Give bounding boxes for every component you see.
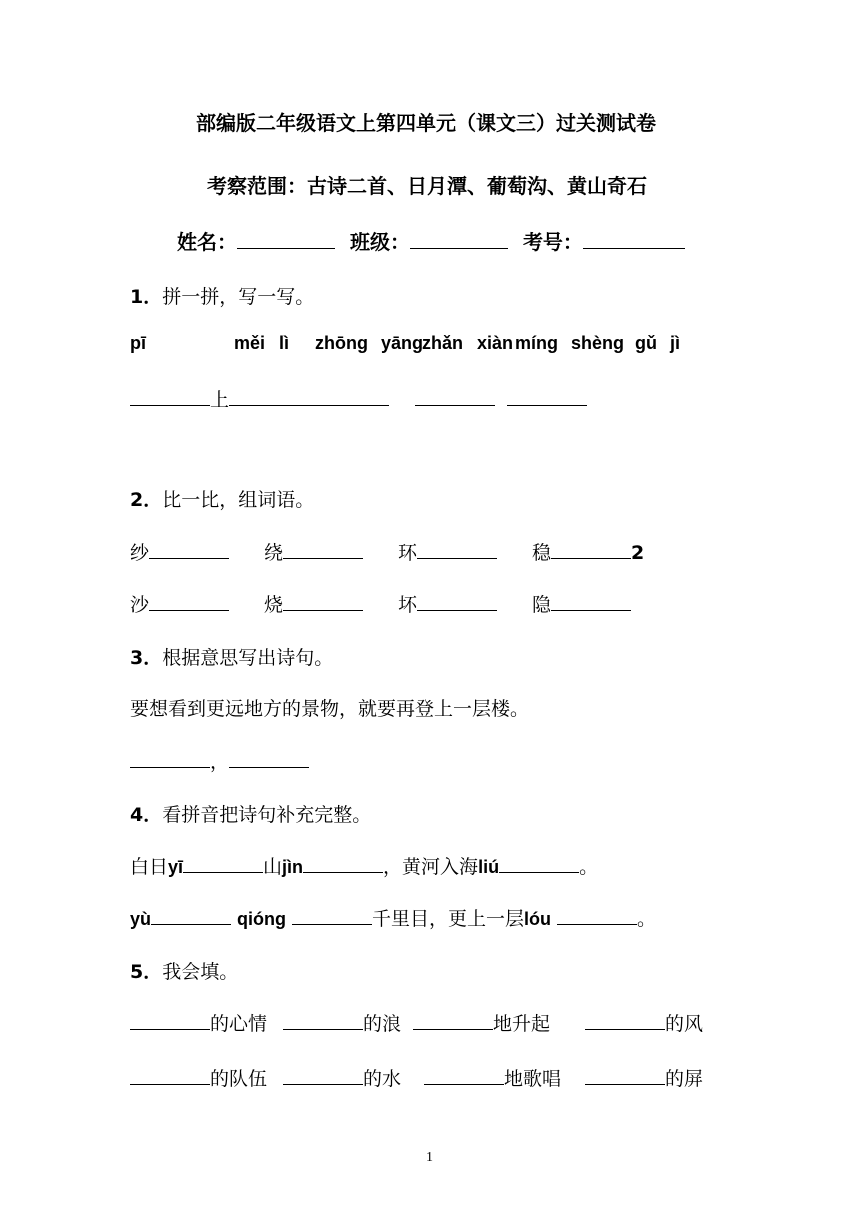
pinyin-ming: míng <box>515 333 558 353</box>
text: 山 <box>263 856 283 878</box>
answer-blank[interactable] <box>309 387 389 406</box>
pinyin-yang: yāng <box>381 333 424 353</box>
char: 沙 <box>130 594 150 616</box>
answer-blank[interactable] <box>130 1066 210 1085</box>
pinyin-li: lì <box>279 333 290 353</box>
text: 千里目，更上一层 <box>372 908 525 930</box>
answer-blank[interactable] <box>283 592 363 611</box>
q1-text: 拼一拼，写一写。 <box>162 286 315 308</box>
q5-fill-item <box>585 1009 703 1036</box>
q5-fill-item <box>413 1009 550 1036</box>
answer-blank[interactable] <box>229 387 309 406</box>
pinyin-gu: gǔ <box>635 333 657 353</box>
q2-heading <box>130 485 314 512</box>
text: 。 <box>579 856 599 878</box>
pinyin-zhan: zhǎn <box>422 333 464 353</box>
q2-word-row2-item <box>398 590 497 617</box>
q1-number: 1． <box>130 286 163 308</box>
q4-line1 <box>130 852 598 879</box>
phrase: 的水 <box>363 1068 402 1090</box>
char: 纱 <box>130 542 150 564</box>
answer-blank[interactable] <box>183 854 263 873</box>
q5-heading <box>130 957 238 984</box>
pinyin: qióng <box>237 909 286 929</box>
q3-heading <box>130 643 333 670</box>
answer-blank[interactable] <box>149 592 229 611</box>
q5-number: 5． <box>130 961 163 983</box>
q5-fill-item <box>585 1064 703 1091</box>
q5-fill-item <box>130 1064 267 1091</box>
q2-word-row1-item <box>398 538 497 565</box>
name-label: 姓名： <box>177 230 237 254</box>
q2-word-row2-item <box>264 590 363 617</box>
phrase: 的浪 <box>363 1013 402 1035</box>
answer-blank[interactable] <box>417 540 497 559</box>
answer-blank[interactable] <box>413 1011 493 1030</box>
q4-heading <box>130 800 371 827</box>
text: ，黄河入海 <box>383 856 479 878</box>
char: 隐 <box>532 594 552 616</box>
pinyin: liú <box>478 857 500 877</box>
q2-word-row2-item <box>130 590 229 617</box>
answer-blank[interactable] <box>499 854 579 873</box>
answer-blank[interactable] <box>424 1066 504 1085</box>
stray-digit: 2 <box>631 542 645 564</box>
pinyin-xian: xiàn <box>477 333 514 353</box>
answer-blank[interactable] <box>507 387 587 406</box>
q5-fill-item <box>130 1009 267 1036</box>
answer-blank[interactable] <box>151 906 231 925</box>
pinyin: jìn <box>282 857 304 877</box>
q1-answer-row <box>130 385 587 412</box>
answer-blank[interactable] <box>130 749 210 768</box>
answer-blank[interactable] <box>585 1011 665 1030</box>
answer-blank[interactable] <box>283 1066 363 1085</box>
text: 白日 <box>130 856 169 878</box>
answer-blank[interactable] <box>417 592 497 611</box>
page-number: 1 <box>426 1150 433 1165</box>
answer-blank[interactable] <box>283 540 363 559</box>
char: 坏 <box>398 594 418 616</box>
pinyin-pi: pī <box>130 333 146 353</box>
q3-answer-row <box>130 747 309 774</box>
q2-word-row1-item <box>532 538 644 565</box>
answer-blank[interactable] <box>130 1011 210 1030</box>
name-field[interactable] <box>237 230 335 249</box>
char: 烧 <box>264 594 284 616</box>
q3-number: 3． <box>130 647 163 669</box>
char-shang: 上 <box>210 389 230 411</box>
answer-blank[interactable] <box>585 1066 665 1085</box>
answer-blank[interactable] <box>551 540 631 559</box>
q4-number: 4． <box>130 804 163 826</box>
answer-blank[interactable] <box>283 1011 363 1030</box>
text: 。 <box>637 908 657 930</box>
phrase: 的队伍 <box>210 1068 268 1090</box>
number-field[interactable] <box>583 230 685 249</box>
q4-text: 看拼音把诗句补充完整。 <box>162 804 372 826</box>
answer-blank[interactable] <box>415 387 495 406</box>
phrase: 地歌唱 <box>504 1068 562 1090</box>
q5-fill-item <box>283 1009 401 1036</box>
q2-word-row1-item <box>130 538 229 565</box>
answer-blank[interactable] <box>303 854 383 873</box>
number-label: 考号： <box>522 230 583 254</box>
answer-blank[interactable] <box>229 749 309 768</box>
pinyin-zhong: zhōng <box>315 333 368 353</box>
class-field[interactable] <box>410 230 508 249</box>
pinyin-mei: měi <box>234 333 266 353</box>
q5-fill-item <box>283 1064 401 1091</box>
class-label: 班级： <box>349 230 410 254</box>
answer-blank[interactable] <box>292 906 372 925</box>
pinyin: yù <box>130 909 152 929</box>
char: 绕 <box>264 542 284 564</box>
q2-number: 2． <box>130 489 163 511</box>
char: 环 <box>398 542 418 564</box>
q2-word-row1-item <box>264 538 363 565</box>
pinyin: yī <box>168 857 184 877</box>
q2-word-row2-item <box>532 590 631 617</box>
phrase: 的屏 <box>665 1068 704 1090</box>
phrase: 的心情 <box>210 1013 268 1035</box>
q5-text: 我会填。 <box>162 961 239 983</box>
student-info-row <box>177 226 685 255</box>
char: 稳 <box>532 542 552 564</box>
q3-meaning: 要想看到更远地方的景物，就要再登上一层楼。 <box>130 698 530 720</box>
exam-scope: 考察范围：古诗二首、日月潭、葡萄沟、黄山奇石 <box>207 174 647 198</box>
answer-blank[interactable] <box>551 592 631 611</box>
comma: ， <box>210 751 230 773</box>
q1-heading <box>130 282 314 309</box>
phrase: 的风 <box>665 1013 704 1035</box>
pinyin: lóu <box>524 909 552 929</box>
page-title: 部编版二年级语文上第四单元（课文三）过关测试卷 <box>196 111 656 135</box>
pinyin-sheng: shèng <box>571 333 625 353</box>
q5-fill-item <box>424 1064 561 1091</box>
q3-text: 根据意思写出诗句。 <box>162 647 334 669</box>
answer-blank[interactable] <box>557 906 637 925</box>
answer-blank[interactable] <box>149 540 229 559</box>
q2-text: 比一比，组词语。 <box>162 489 315 511</box>
pinyin-ji: jì <box>670 333 681 353</box>
q4-line2 <box>130 904 656 931</box>
answer-blank[interactable] <box>130 387 210 406</box>
phrase: 地升起 <box>493 1013 551 1035</box>
